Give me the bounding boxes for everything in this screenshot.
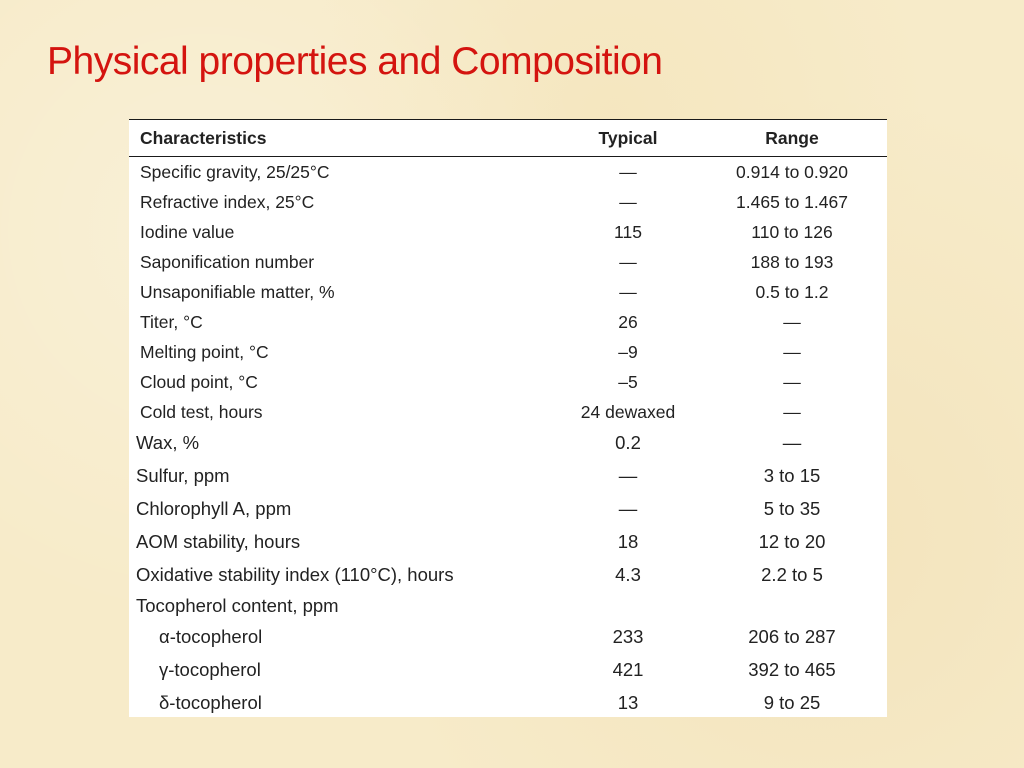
table-row: [129, 187, 887, 217]
row-characteristic: Specific gravity, 25/25°C: [140, 162, 330, 182]
table-row: [129, 459, 887, 492]
row-typical: —: [619, 162, 637, 182]
row-range: 5 to 35: [763, 498, 821, 519]
table-row: [129, 217, 887, 247]
table-row: [129, 367, 887, 397]
table-row: [129, 686, 887, 719]
row-characteristic: Titer, °C: [140, 312, 203, 332]
table-row: [129, 157, 887, 187]
row-range: —: [782, 432, 802, 453]
header-range: Range: [765, 128, 819, 148]
row-characteristic: Chlorophyll A, ppm: [136, 498, 292, 519]
row-range: 1.465 to 1.467: [736, 192, 848, 212]
table-row: [129, 653, 887, 686]
header-characteristics: Characteristics: [140, 128, 267, 148]
table-row: [129, 620, 887, 653]
row-range: 392 to 465: [748, 659, 836, 680]
row-characteristic: Cold test, hours: [140, 402, 263, 422]
row-characteristic: δ-tocopherol: [159, 692, 262, 713]
row-typical: –9: [618, 342, 638, 362]
table-row: [129, 397, 887, 427]
row-typical: —: [619, 282, 637, 302]
row-range: 110 to 126: [751, 222, 833, 242]
row-characteristic: Refractive index, 25°C: [140, 192, 315, 212]
row-characteristic: Unsaponifiable matter, %: [140, 282, 335, 302]
table-row: [129, 492, 887, 525]
row-typical: 24 dewaxed: [580, 402, 676, 422]
row-typical: –5: [618, 372, 638, 392]
table-row: [129, 589, 887, 622]
row-range: 188 to 193: [750, 252, 834, 272]
row-characteristic: α-tocopherol: [159, 626, 263, 647]
row-characteristic: Iodine value: [140, 222, 235, 242]
properties-table: [129, 119, 887, 717]
row-typical: 421: [612, 659, 644, 680]
row-range: —: [783, 312, 801, 332]
row-characteristic: Oxidative stability index (110°C), hours: [136, 564, 454, 585]
row-typical: 115: [614, 222, 642, 242]
row-range: 206 to 287: [748, 626, 836, 647]
table-row: [129, 277, 887, 307]
row-characteristic: Cloud point, °C: [140, 372, 258, 392]
row-range: 12 to 20: [758, 531, 826, 552]
header-typical: Typical: [598, 128, 658, 148]
row-typical: 18: [617, 531, 639, 552]
table-row: [129, 525, 887, 558]
table-row: [129, 426, 887, 459]
row-characteristic: AOM stability, hours: [136, 531, 301, 552]
table-row: [129, 337, 887, 367]
row-typical: 26: [618, 312, 638, 332]
row-characteristic: Saponification number: [140, 252, 315, 272]
row-characteristic: Wax, %: [136, 432, 200, 453]
table-header-row: [129, 120, 887, 156]
row-range: —: [783, 372, 801, 392]
row-typical: —: [618, 465, 638, 486]
table-row: [129, 558, 887, 591]
slide-title: Physical properties and Composition: [47, 40, 663, 83]
row-typical: —: [619, 252, 637, 272]
row-range: —: [783, 402, 801, 422]
row-characteristic: Sulfur, ppm: [136, 465, 230, 486]
row-typical: 0.2: [615, 432, 641, 453]
row-typical: 233: [612, 626, 644, 647]
row-characteristic: γ-tocopherol: [159, 659, 261, 680]
row-range: 0.5 to 1.2: [755, 282, 829, 302]
row-typical: —: [618, 498, 638, 519]
table-row: [129, 307, 887, 337]
row-range: 3 to 15: [763, 465, 821, 486]
row-typical: 13: [617, 692, 639, 713]
table-row: [129, 247, 887, 277]
row-typical: —: [619, 192, 637, 212]
row-typical: 4.3: [615, 564, 641, 585]
row-characteristic: Melting point, °C: [140, 342, 269, 362]
row-range: 0.914 to 0.920: [736, 162, 848, 182]
row-characteristic: Tocopherol content, ppm: [136, 595, 339, 616]
row-range: 2.2 to 5: [761, 564, 823, 585]
row-range: —: [783, 342, 801, 362]
row-range: 9 to 25: [763, 692, 821, 713]
